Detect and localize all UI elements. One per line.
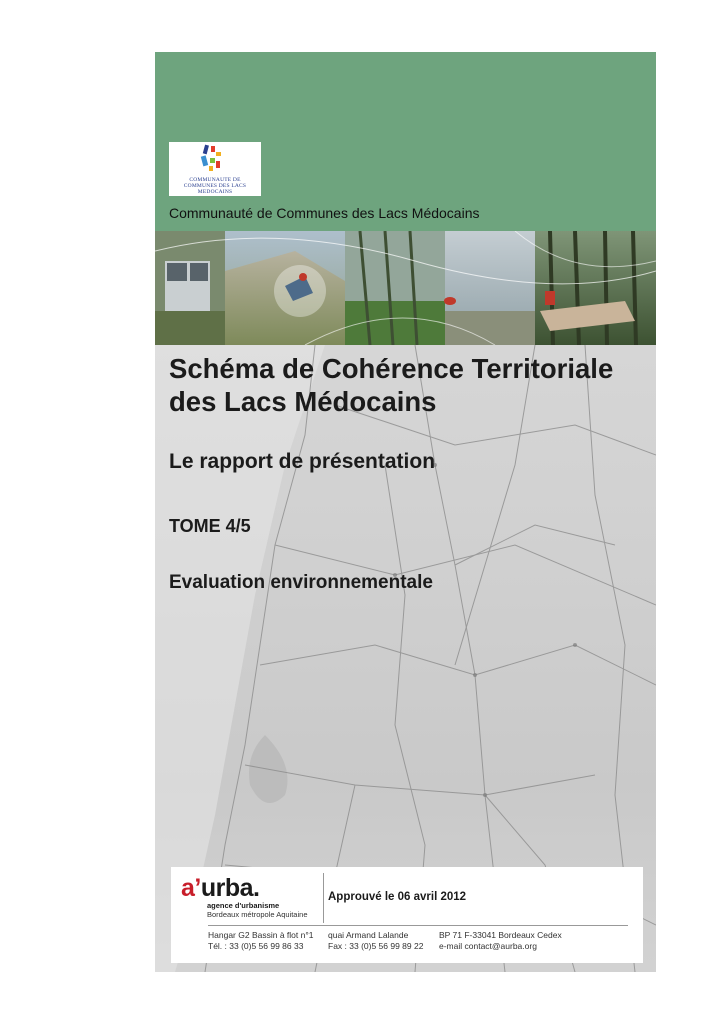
section-title: Evaluation environnementale — [169, 572, 433, 593]
address-column-2 — [328, 930, 423, 952]
footer-divider-vertical — [323, 873, 324, 923]
cover-page — [155, 52, 656, 972]
title-line-2: des Lacs Médocains — [169, 386, 437, 417]
address-line: quai Armand Lalande — [328, 930, 409, 940]
photo-collage — [155, 231, 656, 345]
header-band — [155, 52, 656, 231]
document-subtitle: Le rapport de présentation — [169, 450, 436, 473]
aurba-logo-urba: urba. — [200, 874, 260, 902]
approval-date: Approuvé le 06 avril 2012 — [328, 891, 467, 903]
title-line-1: Schéma de Cohérence Territoriale — [169, 353, 614, 384]
community-logo — [169, 142, 261, 196]
footer-divider-horizontal — [208, 925, 628, 926]
aurba-logo: a’urba. agence d'urbanisme Bordeaux métropole Aquitaine — [181, 874, 308, 919]
community-name: Communauté de Communes des Lacs Médocains — [169, 205, 480, 221]
aurba-region: Bordeaux métropole Aquitaine — [207, 910, 308, 919]
address-line: BP 71 F-33041 Bordeaux Cedex — [439, 930, 562, 940]
address-column-1 — [208, 930, 313, 952]
email: e-mail contact@aurba.org — [439, 941, 537, 951]
address-column-3 — [439, 930, 562, 952]
aurba-logo-a: a — [181, 874, 195, 902]
aurba-tagline: agence d'urbanisme — [207, 901, 280, 910]
photo-collage-image — [155, 231, 656, 345]
phone: Tél. : 33 (0)5 56 99 86 33 — [208, 941, 304, 951]
community-logo-text: COMMUNAUTE DE COMMUNES DES LACS MEDOCAINS — [183, 177, 247, 195]
tome-number: TOME 4/5 — [169, 516, 251, 536]
community-logo-icon — [169, 142, 261, 176]
address-line: Hangar G2 Bassin à flot n°1 — [208, 930, 314, 940]
fax: Fax : 33 (0)5 56 99 89 22 — [328, 941, 424, 951]
footer-box — [171, 867, 643, 963]
document-title — [169, 352, 649, 418]
